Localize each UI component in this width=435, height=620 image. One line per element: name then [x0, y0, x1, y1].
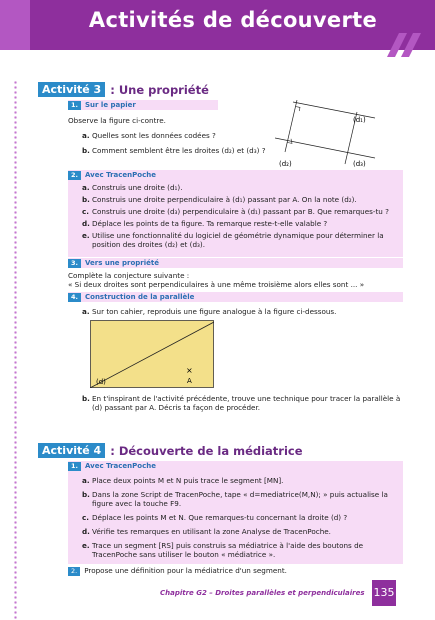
- label-d: (d): [96, 378, 106, 386]
- a4-s1-item-e: e. Trace un segment [RS] puis construis sa médiatrice à l'aide des boutons de TracenPoche sans utiliser le bouton « médiatrice ».: [82, 541, 364, 559]
- a4-s1-item-d: d. Vérifie tes remarques en utilisant la zone Analyse de TracenPoche.: [82, 527, 331, 536]
- a3-s1-item-b: b. Comment semblent être les droites (d₂) et (d₃) ?: [82, 146, 266, 155]
- perpendicular-figure: [275, 100, 380, 170]
- a3-s3-text2: « Si deux droites sont perpendiculaires à une même troisième alors elles sont ... »: [68, 280, 365, 289]
- a3-s3-head: [68, 258, 403, 268]
- a3-section3: [68, 258, 403, 289]
- activity3-tag: Activité 3: [38, 82, 105, 97]
- header-banner: [0, 0, 435, 50]
- a4-s1-title: Avec TracenPoche: [85, 462, 156, 470]
- activity3-heading: [38, 82, 209, 97]
- activity4-heading: [38, 443, 303, 458]
- label-d3: (d₃): [353, 160, 366, 168]
- a3-s2-title: Avec TracenPoche: [85, 171, 156, 179]
- a3-s1-title: Sur le papier: [85, 101, 136, 109]
- a4-s1-num: 1.: [68, 462, 81, 471]
- a3-s4-item-b: b. En t'inspirant de l'activité précédente, trouve une technique pour tracer la parallèle à (d) passant par A. Décris ta façon de procéder.: [82, 394, 401, 412]
- a3-s1-head: [68, 100, 218, 110]
- a4-s2-num: 2.: [68, 567, 80, 576]
- a4-s2-text: Propose une définition pour la médiatrice d'un segment.: [84, 566, 287, 575]
- a3-section4b: [68, 391, 403, 412]
- parallel-figure: [90, 320, 214, 388]
- a3-s3-text1: Complète la conjecture suivante :: [68, 271, 190, 280]
- a3-s4-title: Construction de la parallèle: [85, 293, 195, 301]
- a3-s2-item-a: a. Construis une droite (d₁).: [82, 183, 183, 192]
- a3-s4-num: 4.: [68, 293, 81, 302]
- a4-section2: [68, 566, 403, 576]
- page-title: Activités de découverte: [88, 8, 377, 32]
- a3-s3-num: 3.: [68, 259, 81, 268]
- a3-s1-text: Observe la figure ci-contre.: [68, 116, 166, 125]
- a3-s3-title: Vers une propriété: [85, 259, 159, 267]
- a3-s2-num: 2.: [68, 171, 81, 180]
- a4-s1-head: [68, 461, 403, 471]
- a3-section4: [68, 292, 403, 316]
- point-a-mark: ×: [186, 366, 193, 375]
- a3-section2: [68, 170, 403, 257]
- stripes-decoration: [385, 33, 425, 57]
- a4-section1: [68, 461, 403, 564]
- label-d2: (d₂): [279, 160, 292, 168]
- dotted-margin: [14, 80, 17, 620]
- activity4-tag: Activité 4: [38, 443, 105, 458]
- a3-s2-item-b: b. Construis une droite perpendiculaire à (d₁) passant par A. On la note (d₂).: [82, 195, 357, 204]
- a3-s2-item-d: d. Déplace les points de ta figure. Ta remarque reste-t-elle valable ?: [82, 219, 328, 228]
- activity3-title: : Une propriété: [110, 82, 209, 97]
- a3-s1-item-a: a. Quelles sont les données codées ?: [82, 131, 216, 140]
- a3-s2-head: [68, 170, 403, 180]
- a3-s2-item-c: c. Construis une droite (d₃) perpendiculaire à (d₁) passant par B. Que remarques-tu ?: [82, 207, 389, 216]
- a4-s1-item-b: b. Dans la zone Script de TracenPoche, tape « d=mediatrice(M,N); » puis actualise la figure avec la touche F9.: [82, 490, 388, 508]
- label-d1: (d₁): [353, 116, 366, 124]
- a4-s2-line: [68, 566, 403, 576]
- page-number: 135: [372, 580, 396, 606]
- activity4-title: : Découverte de la médiatrice: [110, 443, 303, 458]
- banner-box: [0, 0, 30, 50]
- chapter-footer: Chapitre G2 – Droites parallèles et perpendiculaires: [160, 589, 365, 597]
- a4-s1-item-c: c. Déplace les points M et N. Que remarques-tu concernant la droite (d) ?: [82, 513, 348, 522]
- a3-s1-num: 1.: [68, 101, 81, 110]
- a4-s1-item-a: a. Place deux points M et N puis trace le segment [MN].: [82, 476, 284, 485]
- a3-s2-item-e: e. Utilise une fonctionnalité du logiciel de géométrie dynamique pour déterminer la position des droites (d₂) et (d₃).: [82, 231, 384, 249]
- a3-s4-head: [68, 292, 403, 302]
- label-a: A: [187, 377, 192, 385]
- a3-s4-item-a: a. Sur ton cahier, reproduis une figure analogue à la figure ci-dessous.: [82, 307, 337, 316]
